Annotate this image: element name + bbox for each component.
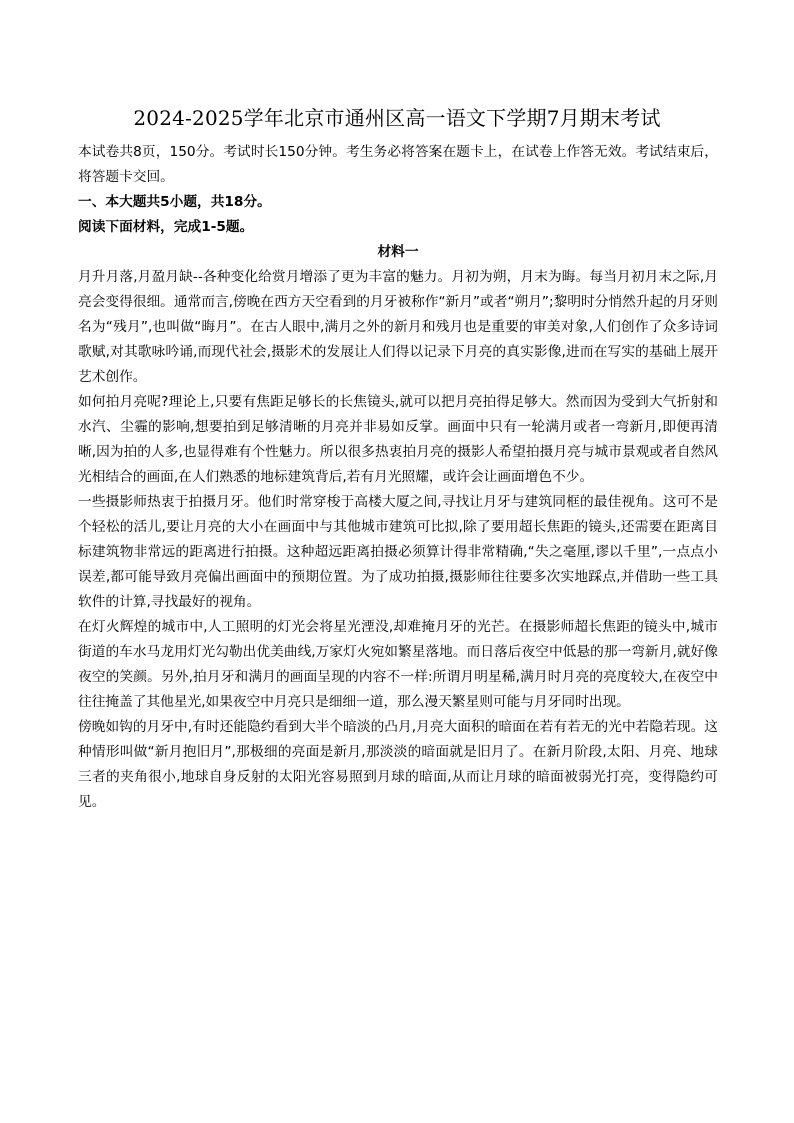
paragraph: 如何拍月亮呢?理论上,只要有焦距足够长的长焦镜头,就可以把月亮拍得足够大。然而因为受到大气折射和水汽、尘霾的影响,想要拍到足够清晰的月亮并非易如反掌。画面中只有一轮满月或者一弯新月,即便再清晰,因为拍的人多,也显得难有个性魅力。所以很多热衷拍月亮的摄影人希望拍摄月亮与城市景观或者自然风光相结合的画面,在人们熟悉的地标建筑背后,若有月光照耀，或许会让画面增色不少。 <box>78 394 718 485</box>
reading-instruction: 阅读下面材料，完成1-5题。 <box>78 219 254 235</box>
part-heading: 一、本大题共5小题，共18分。 <box>78 194 271 210</box>
exam-intro: 本试卷共8页，150分。考试时长150分钟。考生务必将答案在题卡上，在试卷上作答无效。考试结束后，将答题卡交回。 <box>78 144 718 185</box>
material-title: 材料一 <box>377 244 419 260</box>
document-body <box>78 140 718 815</box>
paragraph: 傍晚如钩的月牙中,有时还能隐约看到大半个暗淡的凸月,月亮大面积的暗面在若有若无的光中若隐若现。这种情形叫做“新月抱旧月”,那极细的亮面是新月,那淡淡的暗面就是旧月了。在新月阶段,太阳、月亮、地球三者的夹角很小,地球自身反射的太阳光容易照到月球的暗面,从而让月球的暗面被弱光打亮，变得隐约可见。 <box>78 719 718 810</box>
paragraph: 在灯火辉煌的城市中,人工照明的灯光会将星光湮没,却难掩月牙的光芒。在摄影师超长焦距的镜头中,城市街道的车水马龙用灯光勾勒出优美曲线,万家灯火宛如繁星落地。而日落后夜空中低悬的那一弯新月,就好像夜空的笑颜。另外,拍月牙和满月的画面呈现的内容不一样:所谓月明星稀,满月时月亮的亮度较大,在夜空中往往掩盖了其他星光,如果夜空中月亮只是细细一道，那么漫天繁星则可能与月牙同时出现。 <box>78 619 718 710</box>
paragraph: 一些摄影师热衷于拍摄月牙。他们时常穿梭于高楼大厦之间,寻找让月牙与建筑同框的最佳视角。这可不是个轻松的活儿,要让月亮的大小在画面中与其他城市建筑可比拟,除了要用超长焦距的镜头,还需要在距离目标建筑物非常远的距离进行拍摄。这种超远距离拍摄必须算计得非常精确,“失之毫厘,谬以千里”,一点点小误差,都可能导致月亮偏出画面中的预期位置。为了成功拍摄,摄影师往往要多次实地踩点,并借助一些工具软件的计算,寻找最好的视角。 <box>78 494 718 610</box>
paragraph: 月升月落,月盈月缺--各种变化给赏月增添了更为丰富的魅力。月初为朔，月末为晦。每当月初月末之际,月亮会变得很细。通常而言,傍晚在西方天空看到的月牙被称作“新月”或者“朔月”;黎明时分悄然升起的月牙则名为“残月”,也叫做“晦月”。在古人眼中,满月之外的新月和残月也是重要的审美对象,人们创作了众多诗词歌赋,对其歌咏吟诵,而现代社会,摄影术的发展让人们得以记录下月亮的真实影像,进而在写实的基础上展开艺术创作。 <box>78 269 718 385</box>
exam-title: 2024-2025学年北京市通州区高一语文下学期7月期末考试 <box>133 106 661 130</box>
